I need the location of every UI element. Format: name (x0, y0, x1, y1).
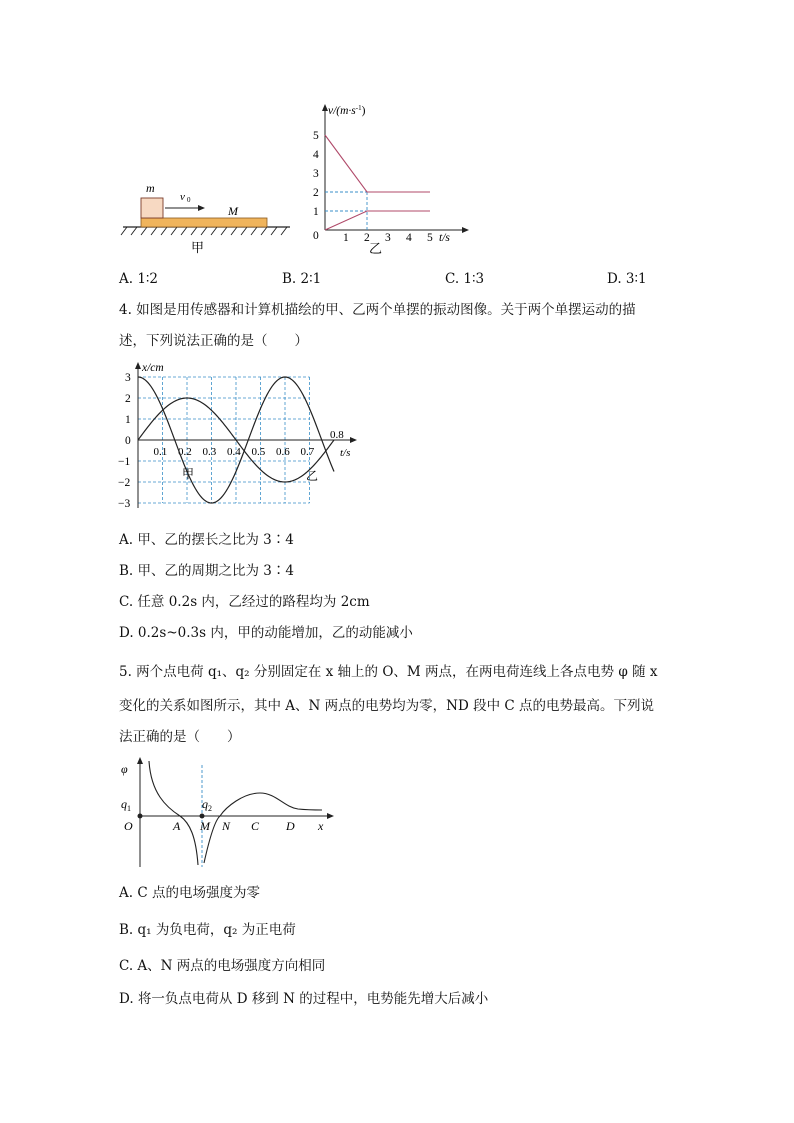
vt-xtick-4: 4 (406, 232, 412, 244)
vt-ytick-5: 5 (313, 130, 319, 142)
vt-xtick-2: 2 (364, 232, 370, 244)
q4-option-c: C. 任意 0.2s 内，乙经过的路程均为 2cm (119, 594, 370, 610)
xt-xtick-0.8: 0.8 (330, 429, 344, 441)
vt-xtick-5: 5 (427, 232, 433, 244)
q4-stem-line1: 4. 如图是用传感器和计算机描绘的甲、乙两个单摆的振动图像。关于两个单摆运动的描 (119, 302, 636, 318)
xt-ytick-1: 1 (125, 414, 131, 426)
figure-caption-yi: 乙 (369, 241, 383, 256)
vt-series-m (325, 135, 430, 192)
xt-ylabel: x/cm (142, 362, 164, 374)
xt-graph (118, 358, 363, 518)
vt-ytick-3: 3 (313, 168, 319, 180)
vt-ytick-1: 1 (313, 206, 319, 218)
q4-option-b: B. 甲、乙的周期之比为 3∶4 (119, 563, 294, 579)
point-O (138, 814, 143, 819)
label-jia: 甲 (182, 467, 195, 481)
xt-ytick-2: 2 (125, 393, 131, 405)
q3-option-d: D. 3∶1 (607, 271, 647, 287)
xt-xtick-0.3: 0.3 (202, 446, 217, 458)
xt-xtick-0.2: 0.2 (178, 446, 192, 458)
label-yi: 乙 (306, 469, 319, 483)
q5-option-d: D. 将一负点电荷从 D 移到 N 的过程中，电势能先增大后减小 (119, 991, 489, 1007)
vt-ytick-2: 2 (313, 187, 319, 199)
block-m (141, 198, 163, 218)
xt-ytick-0: 0 (125, 435, 131, 447)
q5-stem-line1: 5. 两个点电荷 q₁、q₂ 分别固定在 x 轴上的 O、M 两点，在两电荷连线上各点电势 φ 随 x (119, 664, 658, 680)
board-M (141, 218, 267, 227)
xt-xlabel: t/s (340, 447, 351, 459)
xt-xtick-0.5: 0.5 (251, 446, 266, 458)
label-D: D (286, 819, 295, 833)
cart-figure (115, 175, 305, 265)
vt-xlabel: t/s (439, 232, 450, 244)
xt-ytick--1: −1 (118, 456, 131, 468)
q4-option-d: D. 0.2s~0.3s 内，甲的动能增加，乙的动能减小 (119, 625, 413, 641)
label-O: O (124, 819, 133, 833)
phi-curve-left (149, 761, 198, 865)
mass-small-label: m (146, 181, 155, 195)
q3-option-c: C. 1∶3 (445, 271, 485, 287)
q4-stem-line2: 述，下列说法正确的是（ ） (119, 333, 308, 349)
xt-ytick--3: −3 (118, 498, 131, 510)
q5-option-a: A. C 点的电场强度为零 (119, 885, 260, 901)
ground-hatch (121, 227, 287, 235)
label-x: x (318, 819, 324, 833)
q2-label: $q_2$ (202, 797, 212, 813)
phi-graph (118, 755, 338, 870)
phi-ylabel: φ (121, 762, 128, 776)
mass-big-label: M (228, 204, 238, 218)
q3-option-b: B. 2∶1 (282, 271, 322, 287)
xt-ytick--2: −2 (118, 477, 131, 489)
velocity-subscript: 0 (187, 196, 191, 204)
label-M: M (200, 819, 210, 833)
label-N: N (222, 819, 231, 833)
q5-stem-line3: 法正确的是（ ） (119, 729, 241, 745)
q5-option-c: C. A、N 两点的电场强度方向相同 (119, 958, 326, 974)
q5-stem-line2: 变化的关系如图所示，其中 A、N 两点的电势均为零，ND 段中 C 点的电势最高。下列说 (119, 698, 654, 714)
q1-label: $q_1$ (121, 797, 131, 813)
xt-xtick-0.6: 0.6 (276, 446, 290, 458)
figure-caption-jia: 甲 (191, 240, 205, 255)
q5-option-b: B. q₁ 为负电荷，q₂ 为正电荷 (119, 922, 296, 938)
label-C: C (251, 819, 260, 833)
point-M (200, 814, 205, 819)
vt-series-M (325, 211, 430, 230)
vt-ylabel: $v/(m\cdot s^{-1})$ (328, 104, 366, 117)
vt-origin: 0 (313, 230, 319, 242)
vt-xtick-1: 1 (343, 232, 349, 244)
vt-ytick-4: 4 (313, 149, 319, 161)
velocity-label: v (180, 191, 185, 203)
q3-option-a: A. 1∶2 (119, 271, 159, 287)
xt-xtick-0.4: 0.4 (227, 446, 241, 458)
label-A: A (173, 819, 181, 833)
xt-xtick-0.7: 0.7 (300, 446, 315, 458)
xt-ytick-3: 3 (125, 372, 131, 384)
q4-option-a: A. 甲、乙的摆长之比为 3∶4 (119, 532, 294, 548)
vt-xtick-3: 3 (385, 232, 391, 244)
xt-xtick-0.1: 0.1 (153, 446, 168, 458)
vt-graph (305, 100, 480, 260)
